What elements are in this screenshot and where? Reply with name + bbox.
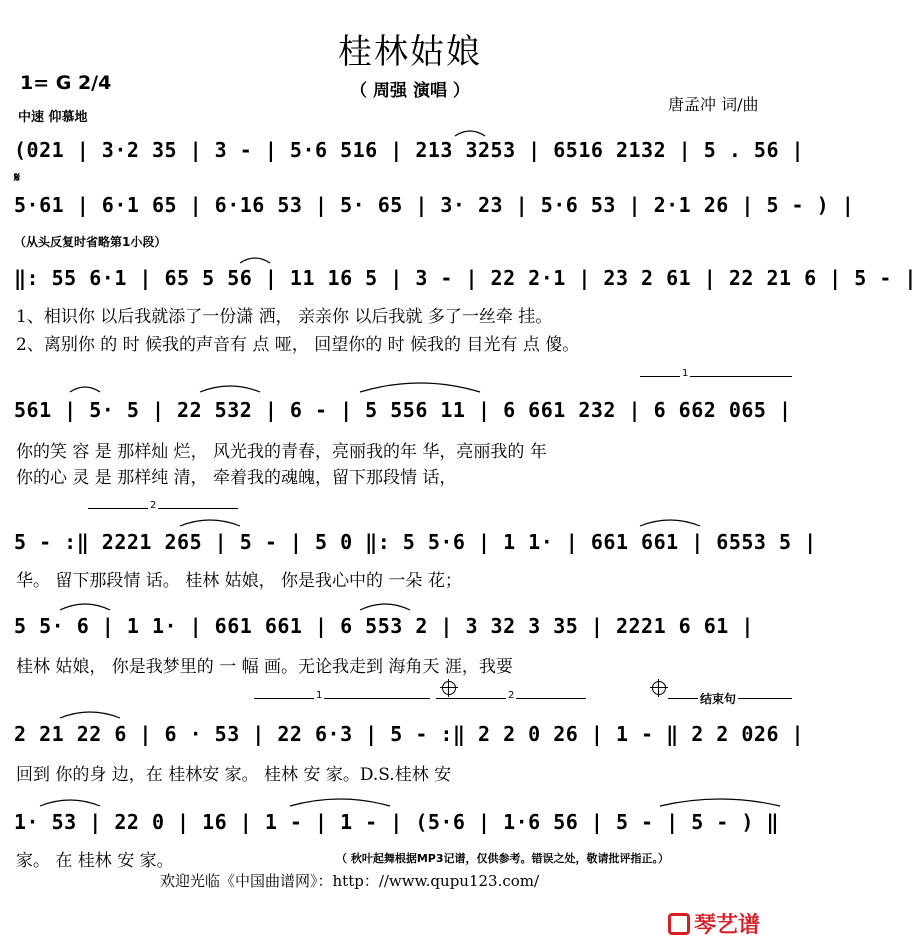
song-title: 桂林姑娘 — [338, 32, 482, 72]
lyrics-row-3-verse-1: 1、相识你 以后我就添了一份潇 洒， 亲亲你 以后我就 多了一丝牵 挂。 — [16, 307, 553, 327]
lyrics-row-3-verse-2: 2、离别你 的 时 候我的声音有 点 哑， 回望你的 时 候我的 目光有 点 傻。 — [16, 335, 580, 355]
notation-row-2: 5·61 | 6·1 65 | 6·16 53 | 5· 65 | 3· 23 | 5·6 53 | 2·1 26 | 5 - ) | — [14, 193, 855, 217]
repeat-note: （从头反复时省略第1小段） — [14, 235, 167, 249]
notation-row-8: 1· 53 | 22 0 | 16 | 1 - | 1 - | (5·6 | 1·6 56 | 5 - | 5 - ) ‖ — [14, 810, 780, 834]
lyrics-row-4-verse-1: 你的笑 容 是 那样灿 烂， 风光我的青春，亮丽我的年 华，亮丽我的 年 — [16, 442, 547, 462]
volta-2-label: 2 — [508, 690, 515, 701]
segno-icon: 𝄋 — [14, 170, 21, 186]
notation-row-6: 5 5· 6 | 1 1· | 661 661 | 6 553 2 | 3 32 3 35 | 2221 6 61 | — [14, 614, 754, 638]
notation-row-3: ‖: 55 6·1 | 65 5 56 | 11 16 5 | 3 - | 22 2·1 | 23 2 61 | 22 21 6 | 5 - | — [14, 266, 917, 290]
tempo-marking: 中速 仰慕地 — [18, 110, 88, 125]
lyricist-composer: 唐孟冲 词/曲 — [668, 95, 759, 114]
transcription-note: （ 秋叶起舞根据MP3记谱，仅供参考。错误之处，敬请批评指正。） — [336, 852, 669, 865]
lyrics-row-4-verse-2: 你的心 灵 是 那样纯 清， 牵着我的魂魄，留下那段情 话， — [16, 468, 457, 488]
volta-2-label: 2 — [150, 500, 157, 511]
notation-row-5: 5 - :‖ 2221 265 | 5 - | 5 0 ‖: 5 5·6 | 1 1· | 661 661 | 6553 5 | — [14, 530, 817, 554]
site-footer[interactable]: 欢迎光临《中国曲谱网》：http：//www.qupu123.com/ — [160, 872, 540, 890]
lyrics-row-8: 家。 在 桂林 安 家。 — [16, 851, 174, 871]
notation-row-4: 561 | 5· 5 | 22 532 | 6 - | 5 556 11 | 6 661 232 | 6 662 065 | — [14, 398, 792, 422]
lyrics-row-5: 华。 留下那段情 话。 桂林 姑娘， 你是我心中的 一朵 花； — [16, 571, 462, 591]
ending-label: 结束句 — [700, 692, 737, 706]
volta-1-label: 1 — [316, 690, 323, 701]
notation-row-7: 2 21 22 6 | 6 · 53 | 22 6·3 | 5 - :‖ 2 2 0 26 | 1 - ‖ 2 2 026 | — [14, 722, 805, 746]
lyrics-row-7: 回到 你的身 边，在 桂林安 家。 桂林 安 家。D.S.桂林 安 — [16, 765, 452, 785]
volta-1-label: 1 — [682, 368, 689, 379]
logo-text: 琴艺谱 — [694, 912, 761, 938]
song-subtitle: （ 周强 演唱 ） — [350, 81, 470, 101]
key-signature: 1= G 2/4 — [20, 72, 112, 94]
notation-row-1: (021 | 3·2 35 | 3 - | 5·6 516 | 213 3253 | 6516 2132 | 5 . 56 | — [14, 138, 805, 162]
lyrics-row-6: 桂林 姑娘， 你是我梦里的 一 幅 画。无论我走到 海角天 涯，我要 — [16, 657, 513, 677]
